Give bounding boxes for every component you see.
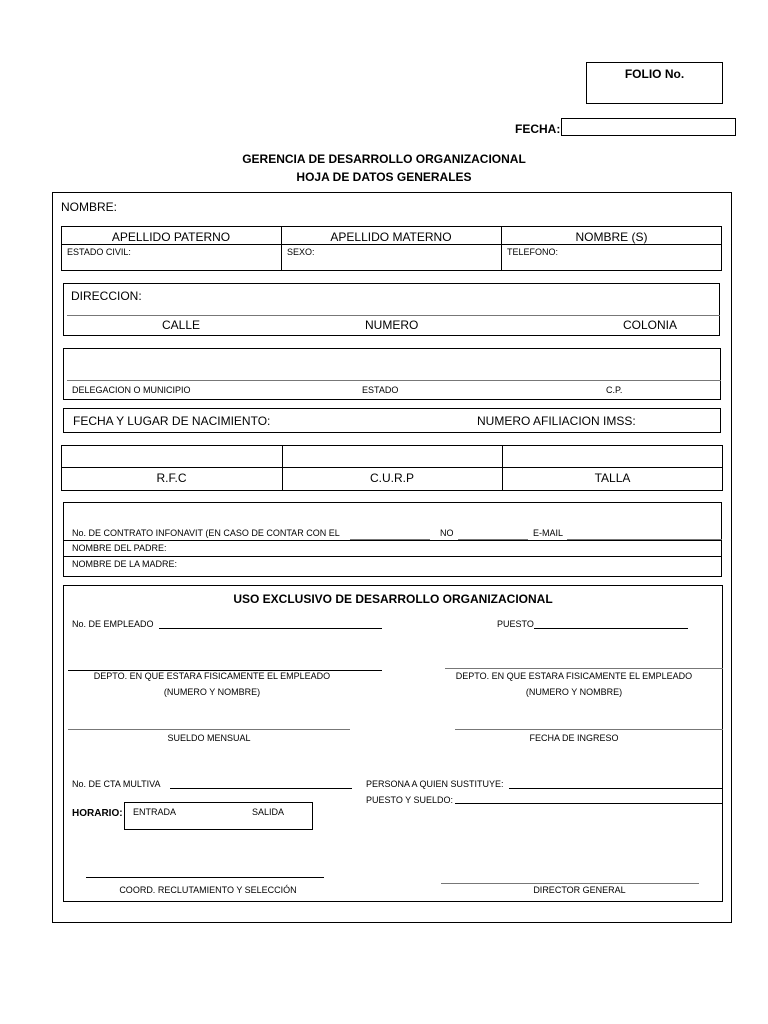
depto-right-line — [445, 668, 723, 669]
col-nombres: NOMBRE (S) — [575, 230, 648, 244]
madre-line-top — [63, 556, 722, 557]
email-label: E-MAIL — [533, 528, 564, 538]
padre-label: NOMBRE DEL PADRE: — [72, 543, 167, 553]
sexo-label: SEXO: — [287, 247, 315, 257]
director-label: DIRECTOR GENERAL — [533, 885, 626, 895]
rfc-label: R.F.C — [156, 471, 187, 485]
padre-line-top — [63, 540, 722, 541]
horario-label: HORARIO: — [72, 808, 123, 819]
page-title: GERENCIA DE DESARROLLO ORGANIZACIONAL — [242, 152, 526, 166]
fecha-field[interactable] — [561, 118, 736, 136]
fecha-ingreso-line — [455, 729, 723, 730]
calle-label: CALLE — [162, 318, 201, 332]
delegacion-label: DELEGACION O MUNICIPIO — [72, 385, 191, 395]
direccion-label: DIRECCION: — [71, 289, 142, 303]
coord-label: COORD. RECLUTAMIENTO Y SELECCIÓN — [119, 885, 297, 895]
ids-table-divider — [61, 467, 723, 468]
no-label: NO — [440, 528, 454, 538]
depto-left-2: (NUMERO Y NOMBRE) — [163, 687, 261, 697]
cp-label: C.P. — [606, 385, 623, 395]
estado-label: ESTADO — [362, 385, 399, 395]
salida-label: SALIDA — [252, 807, 285, 817]
empleado-label: No. DE EMPLEADO — [72, 619, 154, 629]
madre-label: NOMBRE DE LA MADRE: — [72, 559, 178, 569]
municipio-line — [67, 380, 721, 381]
sustituye-line — [509, 788, 722, 789]
coord-signature-line — [86, 877, 324, 878]
curp-label: C.U.R.P — [369, 471, 414, 485]
col-apellido-paterno: APELLIDO PATERNO — [111, 230, 231, 244]
estado-civil-label: ESTADO CIVIL: — [67, 247, 131, 257]
talla-label: TALLA — [594, 471, 631, 485]
direccion-line — [67, 315, 720, 316]
depto-right-2: (NUMERO Y NOMBRE) — [525, 687, 623, 697]
fecha-lugar-label: FECHA Y LUGAR DE NACIMIENTO: — [73, 414, 271, 428]
puesto-label: PUESTO — [497, 619, 534, 629]
folio-label: FOLIO No. — [624, 67, 685, 81]
ids-table-vline-2 — [502, 445, 503, 491]
entrada-label: ENTRADA — [133, 807, 177, 817]
fecha-label: FECHA: — [515, 122, 561, 136]
puesto-line — [534, 628, 688, 629]
puesto-sueldo-line — [455, 803, 722, 804]
sustituye-label: PERSONA A QUIEN SUSTITUYE: — [366, 779, 504, 789]
puesto-sueldo-label: PUESTO Y SUELDO: — [366, 795, 454, 805]
name-table-divider — [61, 244, 722, 245]
col-apellido-materno: APELLIDO MATERNO — [330, 230, 452, 244]
cta-multiva-line — [170, 788, 352, 789]
sueldo-label: SUELDO MENSUAL — [167, 733, 251, 743]
depto-right-1: DEPTO. EN QUE ESTARA FISICAMENTE EL EMPLEADO — [455, 671, 693, 681]
depto-left-1: DEPTO. EN QUE ESTARA FISICAMENTE EL EMPLEADO — [93, 671, 331, 681]
uso-exclusivo-title: USO EXCLUSIVO DE DESARROLLO ORGANIZACIONAL — [233, 592, 553, 606]
uso-exclusivo-box — [63, 585, 723, 902]
sueldo-line — [68, 729, 350, 730]
telefono-label: TELEFONO: — [507, 247, 559, 257]
infonavit-label: No. DE CONTRATO INFONAVIT (EN CASO DE CONTAR CON EL — [72, 528, 340, 538]
numero-label: NUMERO — [365, 318, 419, 332]
page-subtitle: HOJA DE DATOS GENERALES — [296, 170, 472, 184]
fecha-ingreso-label: FECHA DE INGRESO — [529, 733, 619, 743]
nombre-label: NOMBRE: — [61, 200, 118, 214]
cta-multiva-label: No. DE CTA MULTIVA — [72, 779, 161, 789]
empleado-line — [159, 628, 382, 629]
director-signature-line — [441, 883, 699, 884]
colonia-label: COLONIA — [623, 318, 678, 332]
ids-table-vline-1 — [282, 445, 283, 491]
imss-label: NUMERO AFILIACION IMSS: — [477, 414, 636, 428]
